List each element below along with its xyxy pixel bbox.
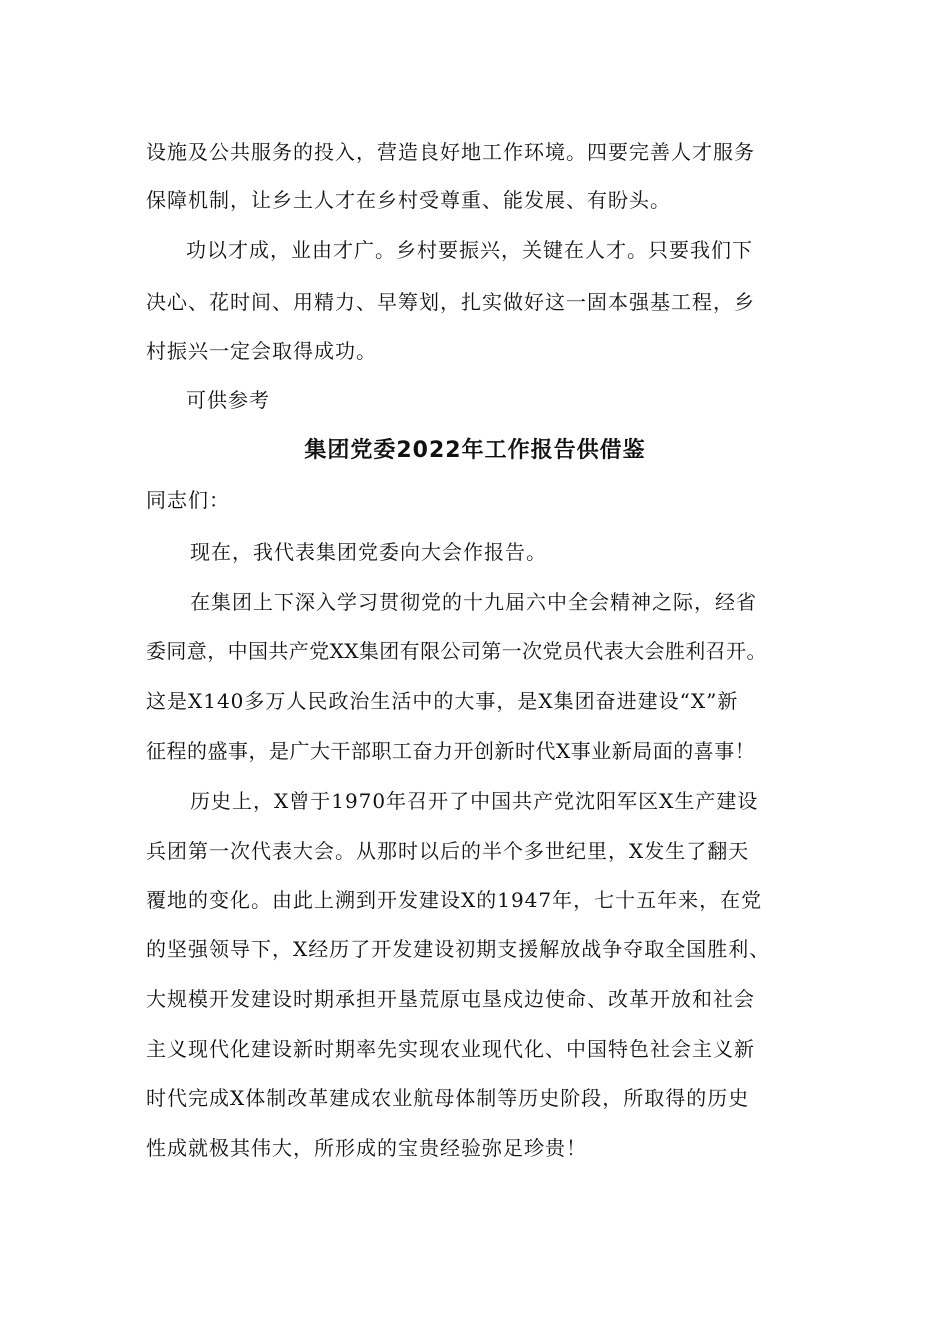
paragraph-line: 保障机制，让乡土人才在乡村受尊重、能发展、有盼头。 xyxy=(146,188,671,212)
paragraph-line: 功以才成，业由才广。乡村要振兴，关键在人才。只要我们下 xyxy=(186,238,753,262)
paragraph-line: 主义现代化建设新时期率先实现农业现代化、中国特色社会主义新 xyxy=(146,1037,755,1061)
paragraph-line: 委同意，中国共产党XX集团有限公司第一次党员代表大会胜利召开。 xyxy=(146,639,767,663)
paragraph-line: 现在，我代表集团党委向大会作报告。 xyxy=(190,540,547,564)
paragraph-line: 在集团上下深入学习贯彻党的十九届六中全会精神之际，经省 xyxy=(190,590,757,614)
paragraph-line: 时代完成X体制改革建成农业航母体制等历史阶段，所取得的历史 xyxy=(146,1086,750,1110)
paragraph-line: 覆地的变化。由此上溯到开发建设X的1947年，七十五年来，在党 xyxy=(146,888,763,912)
document-title: 集团党委2022年工作报告供借鉴 xyxy=(304,438,646,463)
paragraph-line: 的坚强领导下，X经历了开发建设初期支援解放战争夺取全国胜利、 xyxy=(146,937,771,961)
paragraph-line: 设施及公共服务的投入，营造良好地工作环境。四要完善人才服务 xyxy=(146,140,755,164)
paragraph-line: 大规模开发建设时期承担开垦荒原屯垦戍边使命、改革开放和社会 xyxy=(146,987,755,1011)
salutation: 同志们： xyxy=(146,488,230,512)
paragraph-line: 性成就极其伟大，所形成的宝贵经验弥足珍贵！ xyxy=(146,1136,587,1160)
paragraph-line: 村振兴一定会取得成功。 xyxy=(146,339,377,363)
paragraph-line: 历史上，X曾于1970年召开了中国共产党沈阳军区X生产建设 xyxy=(190,789,759,813)
paragraph-line: 征程的盛事，是广大干部职工奋力开创新时代X事业新局面的喜事！ xyxy=(146,739,756,763)
reference-note: 可供参考 xyxy=(186,388,270,412)
paragraph-line: 这是X140多万人民政治生活中的大事，是X集团奋进建设“X”新 xyxy=(146,689,739,713)
paragraph-line: 兵团第一次代表大会。从那时以后的半个多世纪里，X发生了翻天 xyxy=(146,839,750,863)
paragraph-line: 决心、花时间、用精力、早筹划，扎实做好这一固本强基工程，乡 xyxy=(146,290,755,314)
